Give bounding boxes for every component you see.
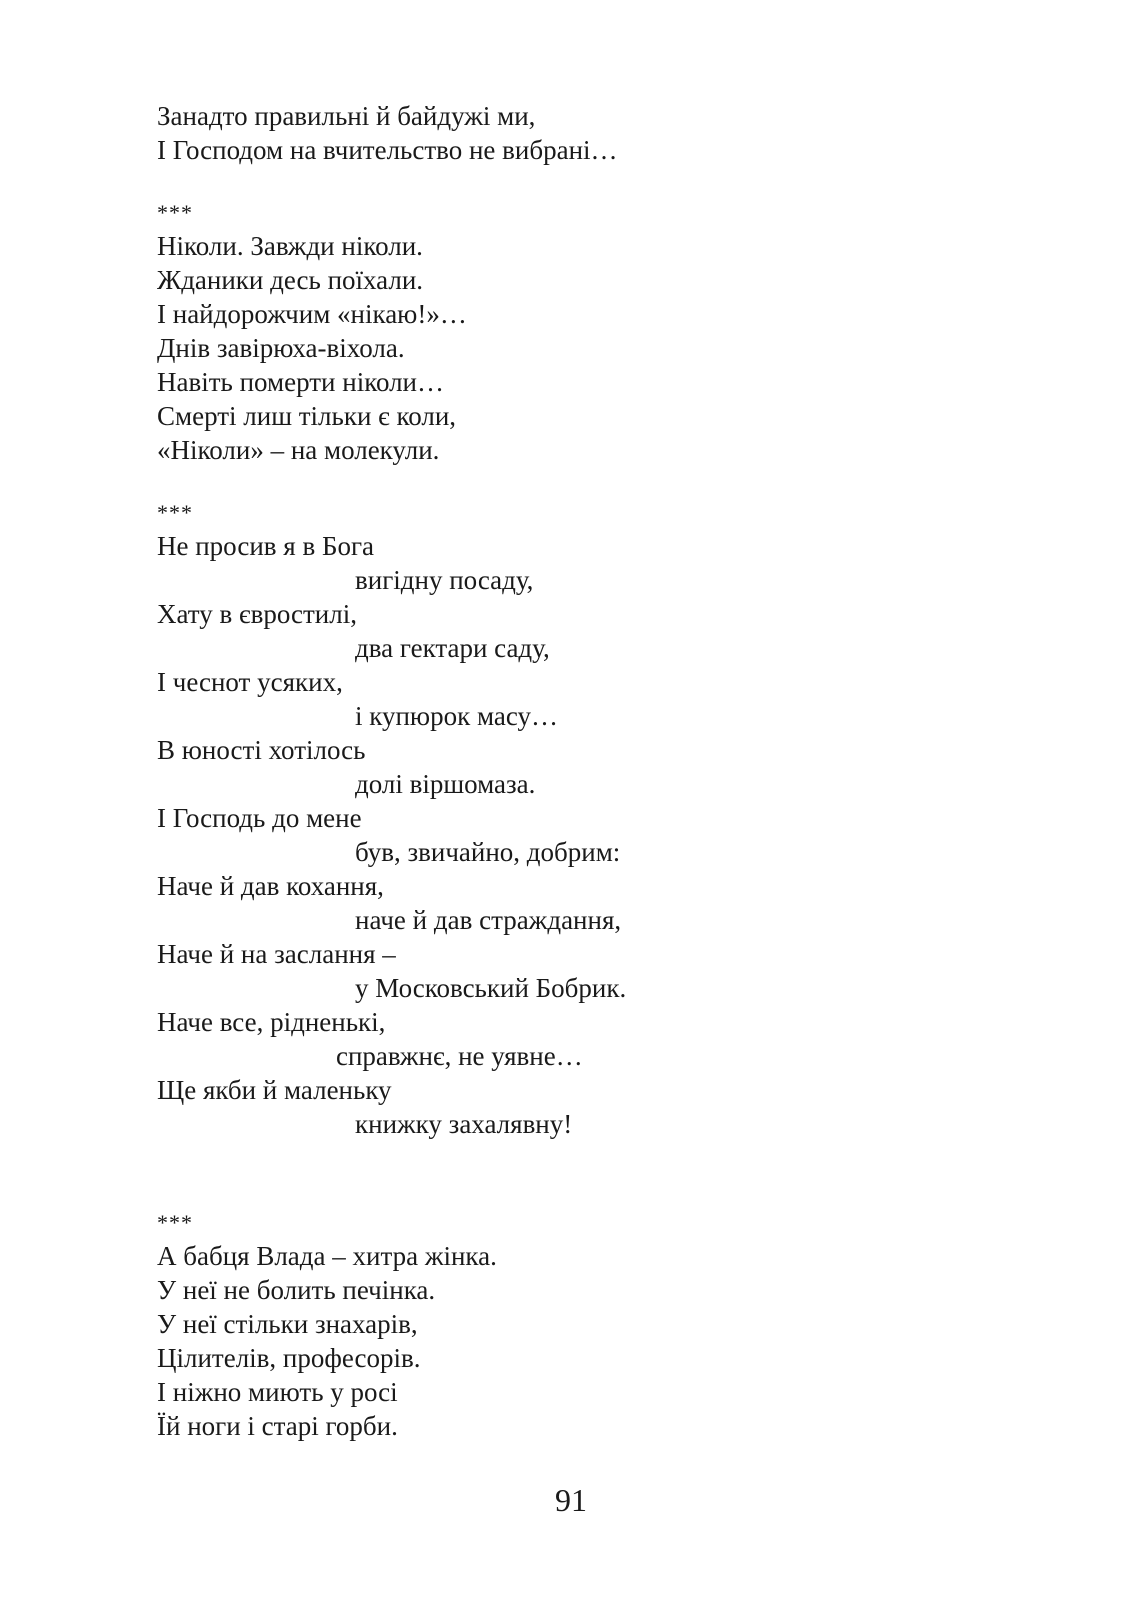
poem-line: Жданики десь поїхали. <box>157 265 424 295</box>
poem-line-indented: книжку захалявну! <box>355 1109 573 1139</box>
poem-line: Ніколи. Завжди ніколи. <box>157 231 423 261</box>
poem-line: І ніжно миють у росі <box>157 1377 398 1407</box>
poem-line: В юності хотілось <box>157 735 366 765</box>
poem-line: І Господом на вчительство не вибрані… <box>157 135 618 165</box>
poem-line: Смерті лиш тільки є коли, <box>157 401 457 431</box>
poem-line: Наче й на заслання – <box>157 939 396 969</box>
poem-line-indented: долі віршомаза. <box>355 769 536 799</box>
poem-line: Цілителів, професорів. <box>157 1343 421 1373</box>
poem-line: У неї не болить печінка. <box>157 1275 436 1305</box>
poem-line: «Ніколи» – на молекули. <box>157 435 440 465</box>
poem-line: Днів завірюха-віхола. <box>157 333 405 363</box>
poem-line-indented: наче й дав страждання, <box>355 905 622 935</box>
poem-line: Не просив я в Бога <box>157 531 375 561</box>
poem-line: І Господь до мене <box>157 803 362 833</box>
poem-line: Навіть померти ніколи… <box>157 367 445 397</box>
page-number: 91 <box>555 1482 587 1518</box>
poem-line: Хату в євростилі, <box>157 599 357 629</box>
poem-line: У неї стільки знахарів, <box>157 1309 418 1339</box>
poem-line-indented: був, звичайно, добрим: <box>355 837 621 867</box>
poem-line: Занадто правильні й байдужі ми, <box>157 101 536 131</box>
poem-line-indented: вигідну посаду, <box>355 565 534 595</box>
poem-line-indented: два гектари саду, <box>355 633 550 663</box>
poem-line: Наче все, рідненькі, <box>157 1007 386 1037</box>
poem-separator: *** <box>157 500 193 525</box>
poem-separator: *** <box>157 200 193 225</box>
poem-line: Ще якби й маленьку <box>157 1075 392 1105</box>
poem-line: І найдорожчим «нікаю!»… <box>157 299 467 329</box>
poem-line: А бабця Влада – хитра жінка. <box>157 1241 497 1271</box>
poem-line-indented: у Московський Бобрик. <box>355 973 627 1003</box>
poem-line: І чеснот усяких, <box>157 667 343 697</box>
poem-line-indented: справжнє, не уявне… <box>336 1041 583 1071</box>
poem-line: Наче й дав кохання, <box>157 871 384 901</box>
poem-separator: *** <box>157 1210 193 1235</box>
poem-line-indented: і купюрок масу… <box>355 701 558 731</box>
poem-line: Їй ноги і старі горби. <box>157 1411 398 1441</box>
